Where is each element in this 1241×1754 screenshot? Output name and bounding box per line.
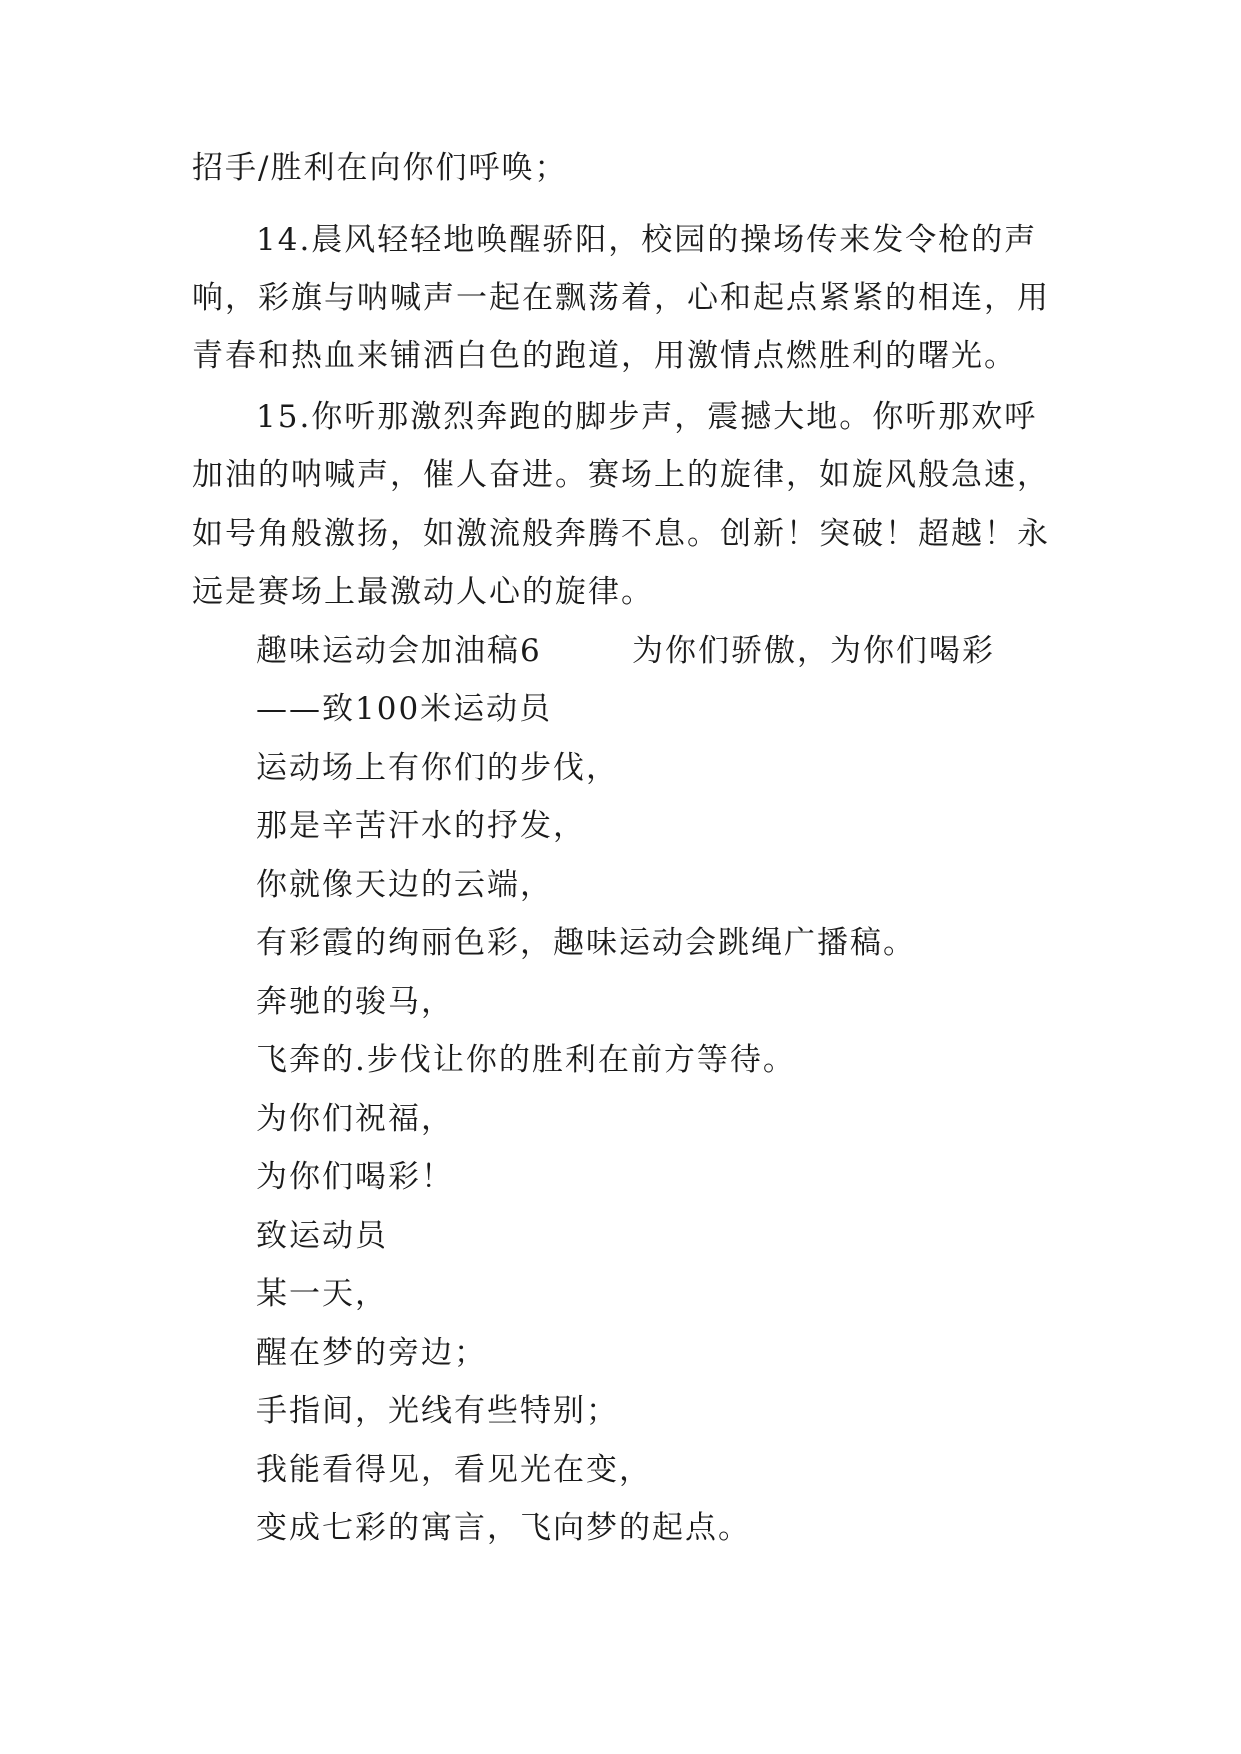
dedication-line: ——致100米运动员	[256, 691, 553, 727]
text-line: 远是赛场上最激动人心的旋律。	[192, 574, 654, 610]
text-line: 加油的呐喊声，催人奋进。赛场上的旋律，如旋风般急速，	[192, 457, 1050, 493]
text-line: 响，彩旗与呐喊声一起在飘荡着，心和起点紧紧的相连，用	[192, 280, 1050, 316]
section-title: 趣味运动会加油稿6	[256, 633, 542, 669]
poem-line: 我能看得见，看见光在变，	[256, 1452, 652, 1488]
poem-line: 某一天，	[256, 1276, 388, 1312]
poem-line: 为你们喝彩！	[256, 1159, 454, 1195]
poem-line: 为你们祝福，	[256, 1101, 454, 1137]
text-line: 青春和热血来铺洒白色的跑道，用激情点燃胜利的曙光。	[192, 338, 1017, 374]
poem-line: 那是辛苦汗水的抒发，	[256, 808, 586, 844]
text-line: 招手/胜利在向你们呼唤；	[192, 150, 568, 186]
poem-title: 致运动员	[256, 1218, 388, 1254]
poem-line: 变成七彩的寓言，飞向梦的起点。	[256, 1510, 751, 1546]
poem-line: 醒在梦的旁边；	[256, 1335, 487, 1371]
poem-line: 飞奔的.步伐让你的胜利在前方等待。	[256, 1042, 796, 1078]
poem-line: 手指间，光线有些特别；	[256, 1393, 619, 1429]
poem-line: 奔驰的骏马，	[256, 984, 454, 1020]
poem-line: 运动场上有你们的步伐，	[256, 750, 619, 786]
text-line: 如号角般激扬，如激流般奔腾不息。创新！突破！超越！永	[192, 516, 1050, 552]
text-line: 14.晨风轻轻地唤醒骄阳，校园的操场传来发令枪的声	[256, 222, 1038, 258]
text-line: 15.你听那激烈奔跑的脚步声，震撼大地。你听那欢呼	[256, 399, 1038, 435]
poem-line: 你就像天边的云端，	[256, 867, 553, 903]
section-subtitle: 为你们骄傲，为你们喝彩	[632, 633, 995, 669]
poem-line: 有彩霞的绚丽色彩，趣味运动会跳绳广播稿。	[256, 925, 916, 961]
